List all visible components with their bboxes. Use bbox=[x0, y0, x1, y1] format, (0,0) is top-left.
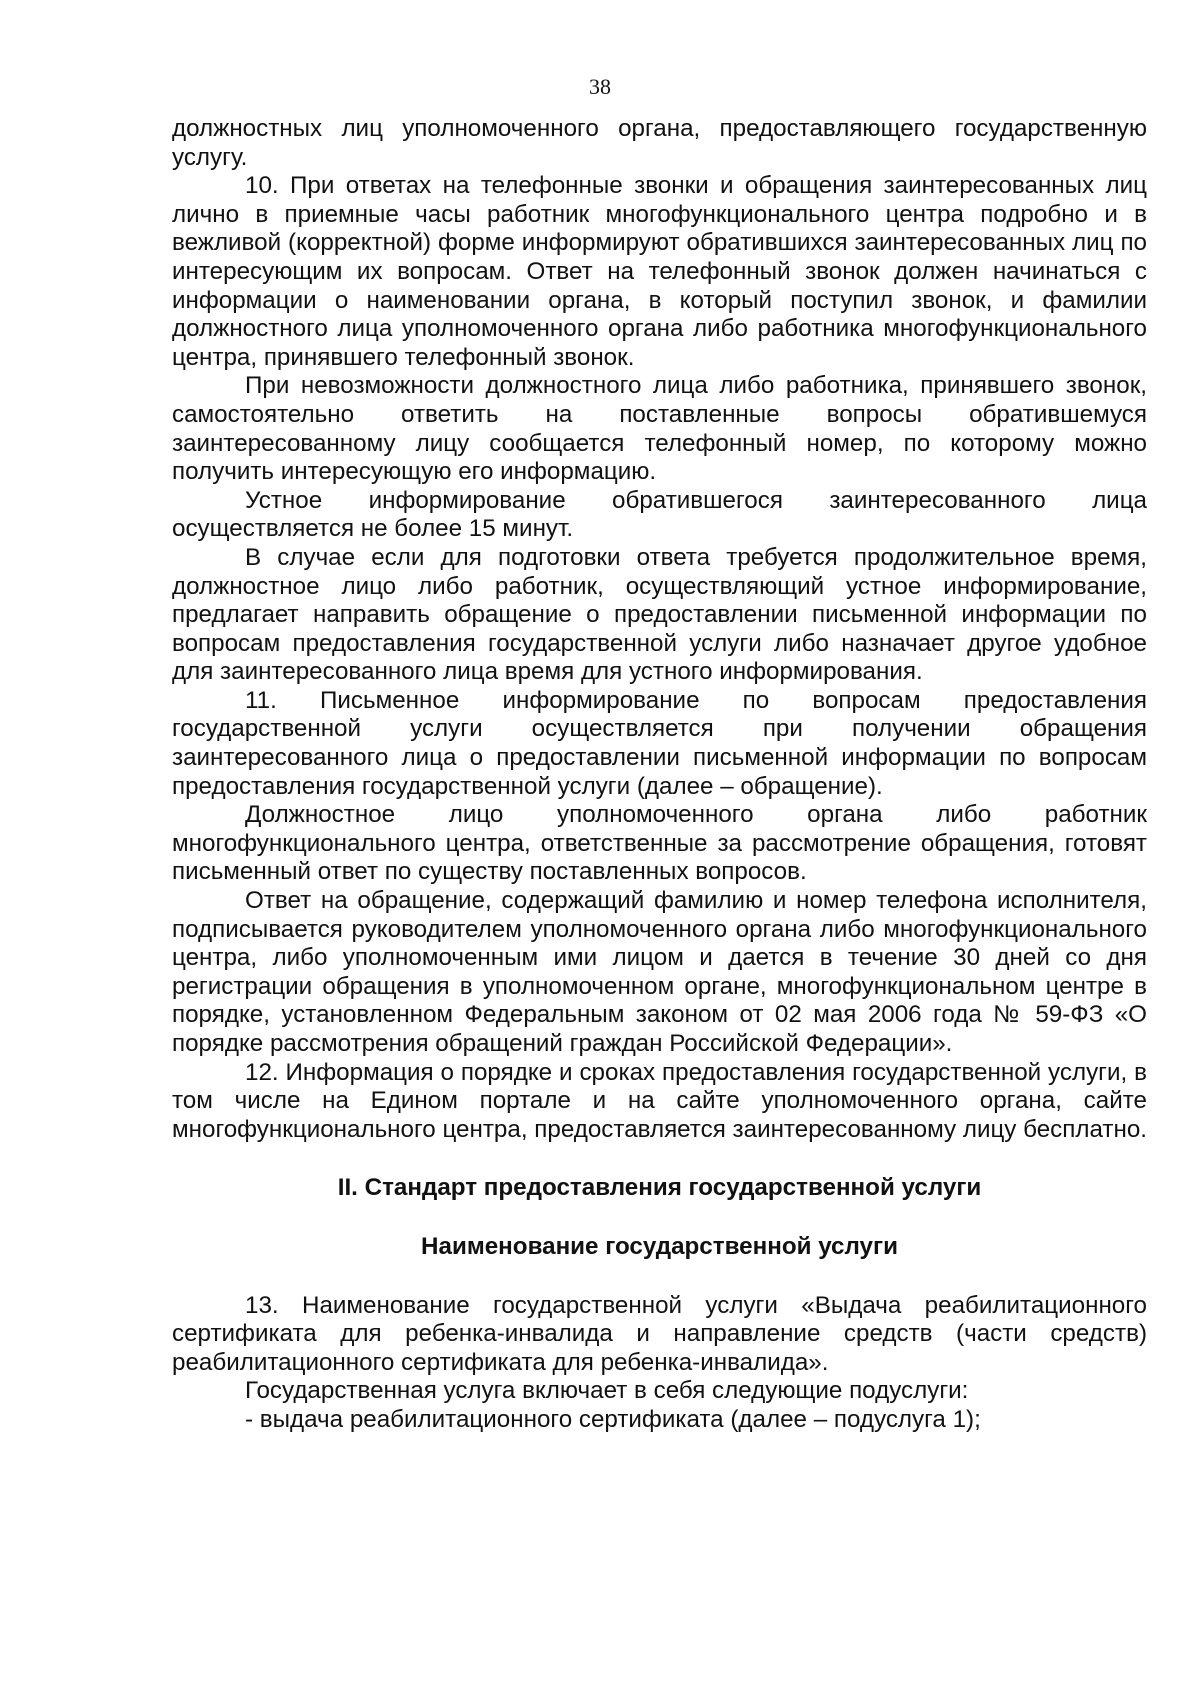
paragraph-item-11: 11. Письменное информирование по вопросам предоставления государственной услуги осуществляется при получении обращения заинтересованного лица о предоставлении письменной информации по вопросам предоставления государственной услуги (далее – обращение). bbox=[172, 686, 1147, 800]
paragraph-item-10: 10. При ответах на телефонные звонки и обращения заинтересованных лиц лично в приемные часы работник многофункционального центра подробно и в вежливой (корректной) форме информируют обратившихся заинтересованных лиц по интересующим их вопросам. Ответ на телефонный звонок должен начинаться с информации о наименовании органа, в который поступил звонок, и фамилии должностного лица уполномоченного органа либо работника многофункционального центра, принявшего телефонный звонок. bbox=[172, 172, 1147, 371]
paragraph-item-12: 12. Информация о порядке и сроках предоставления государственной услуги, в том числе на Едином портале и на сайте уполномоченного органа, сайте многофункционального центра, предоставляется заинтересованному лицу бесплатно. bbox=[172, 1058, 1147, 1143]
paragraph-phone-fallback: При невозможности должностного лица либо работника, принявшего звонок, самостоятельно ответить на поставленные вопросы обратившемуся заинтересованному лицу сообщается телефонный номер, по которому можно получить интересующую его информацию. bbox=[172, 372, 1147, 486]
paragraph-written-answer: Должностное лицо уполномоченного органа либо работник многофункционального центра, ответственные за рассмотрение обращения, готовят письменный ответ по существу поставленных вопросов. bbox=[172, 801, 1147, 886]
subsection-heading: Наименование государственной услуги bbox=[421, 1232, 898, 1260]
paragraph-answer-signature: Ответ на обращение, содержащий фамилию и номер телефона исполнителя, подписывается руководителем уполномоченного органа либо многофункционального центра, либо уполномоченным ими лицом и дается в течение 30 дней со дня регистрации обращения в уполномоченном органе, многофункциональном центре в порядке, установленном Федеральным законом от 02 мая 2006 года № 59-ФЗ «О порядке рассмотрения обращений граждан Российской Федерации». bbox=[172, 887, 1147, 1057]
paragraph-item-13: 13. Наименование государственной услуги «Выдача реабилитационного сертификата для ребенка-инвалида и направление средств (части средств) реабилитационного сертификата для ребенка-инвалида». bbox=[172, 1291, 1147, 1376]
section-heading: II. Стандарт предоставления государственной услуги bbox=[337, 1174, 982, 1202]
paragraph-long-answer: В случае если для подготовки ответа требуется продолжительное время, должностное лицо либо работник, осуществляющий устное информирование, предлагает направить обращение о предоставлении письменной информации по вопросам предоставления государственной услуги либо назначает другое удобное для заинтересованного лица время для устного информирования. bbox=[172, 543, 1147, 686]
paragraph-continuation: должностных лиц уполномоченного органа, предоставляющего государственную услугу. bbox=[172, 115, 1147, 171]
document-body bbox=[172, 115, 1147, 1435]
page-number: 38 bbox=[589, 74, 611, 99]
paragraph-subservices-intro: Государственная услуга включает в себя следующие подуслуги: bbox=[245, 1377, 969, 1405]
paragraph-subservice-1: - выдача реабилитационного сертификата (далее – подуслуга 1); bbox=[245, 1405, 981, 1433]
paragraph-oral-duration: Устное информирование обратившегося заинтересованного лица осуществляется не более 15 минут. bbox=[172, 486, 1147, 543]
